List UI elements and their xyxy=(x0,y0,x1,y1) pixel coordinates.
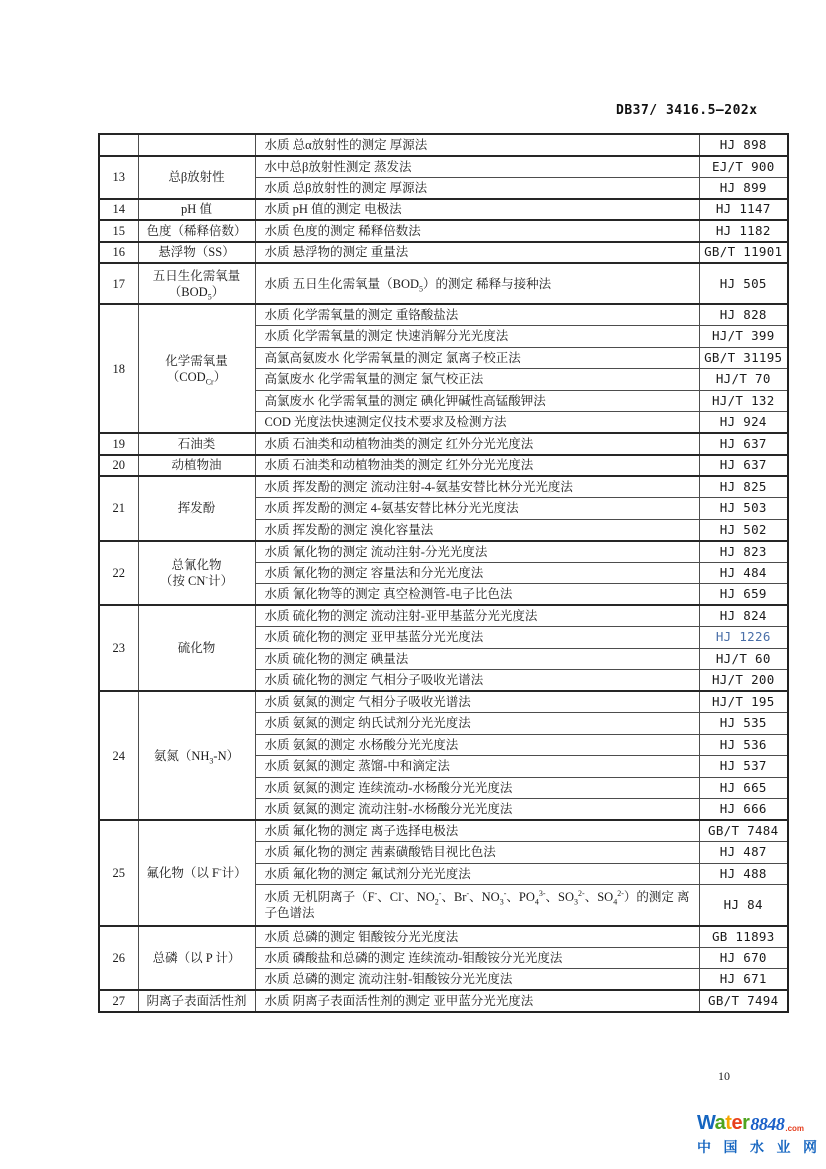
method-cell: 水质 挥发酚的测定 流动注射-4-氨基安替比林分光光度法 xyxy=(255,476,699,498)
logo-tagline-char: 业 xyxy=(776,1139,791,1155)
method-cell: 水质 总磷的测定 流动注射-钼酸铵分光光度法 xyxy=(255,969,699,991)
row-number-cell: 20 xyxy=(99,455,138,477)
method-cell: 水质 总磷的测定 钼酸铵分光光度法 xyxy=(255,926,699,948)
method-cell: 水质 色度的测定 稀释倍数法 xyxy=(255,220,699,242)
method-cell: 水质 总β放射性的测定 厚源法 xyxy=(255,177,699,199)
standard-number-cell: HJ 825 xyxy=(699,476,788,498)
method-cell: 水质 石油类和动植物油类的测定 红外分光光度法 xyxy=(255,433,699,455)
row-number-cell: 27 xyxy=(99,990,138,1012)
table-row xyxy=(99,476,788,498)
standard-number-cell: GB/T 7494 xyxy=(699,990,788,1012)
standard-number-cell: HJ 537 xyxy=(699,756,788,778)
standard-number-cell: HJ 487 xyxy=(699,842,788,864)
method-cell: 水中总β放射性测定 蒸发法 xyxy=(255,156,699,178)
standard-number-cell: HJ/T 195 xyxy=(699,691,788,713)
table-row xyxy=(99,433,788,455)
logo-tagline-char: 中 xyxy=(697,1139,711,1155)
table-row xyxy=(99,304,788,326)
row-number-cell: 19 xyxy=(99,433,138,455)
table-row xyxy=(99,242,788,264)
logo-letter: W xyxy=(697,1112,715,1134)
method-cell: 水质 氟化物的测定 氟试剂分光光度法 xyxy=(255,863,699,885)
logo-wordmark xyxy=(697,1112,817,1135)
item-name-cell: 五日生化需氧量 $(BOD_5)$ xyxy=(138,263,255,304)
standard-number-cell: HJ 502 xyxy=(699,519,788,541)
method-cell: 水质 氨氮的测定 气相分子吸收光谱法 xyxy=(255,691,699,713)
row-number-cell: 17 xyxy=(99,263,138,304)
logo-letter: r xyxy=(742,1112,750,1134)
standard-number-cell: HJ 924 xyxy=(699,412,788,434)
logo-tagline-char: 水 xyxy=(750,1139,764,1155)
standard-number-cell: HJ 488 xyxy=(699,863,788,885)
row-number-cell: 16 xyxy=(99,242,138,264)
standard-number-cell: HJ 665 xyxy=(699,777,788,799)
methods-table-body xyxy=(99,134,788,1012)
standard-number-cell: HJ 1226 xyxy=(699,627,788,649)
standard-number-cell: EJ/T 900 xyxy=(699,156,788,178)
standard-number-cell: HJ/T 399 xyxy=(699,326,788,348)
method-cell: 水质 氟化物的测定 茜素磺酸锆目视比色法 xyxy=(255,842,699,864)
item-name-cell xyxy=(138,134,255,156)
row-number-cell: 22 xyxy=(99,541,138,606)
standard-number-cell: HJ/T 70 xyxy=(699,369,788,391)
standard-number-cell: GB/T 31195 xyxy=(699,347,788,369)
method-cell: 水质 氨氮的测定 流动注射-水杨酸分光光度法 xyxy=(255,799,699,821)
method-cell: 水质 挥发酚的测定 4-氨基安替比林分光光度法 xyxy=(255,498,699,520)
standard-number-cell: HJ 505 xyxy=(699,263,788,304)
method-cell: 水质 氟化物的测定 离子选择电极法 xyxy=(255,820,699,842)
method-cell: 水质 硫化物的测定 流动注射-亚甲基蓝分光光度法 xyxy=(255,605,699,627)
item-name-cell: 化学需氧量 $(COD_{Cr})$ xyxy=(138,304,255,433)
table-row xyxy=(99,605,788,627)
method-cell: 高氯废水 化学需氧量的测定 氯气校正法 xyxy=(255,369,699,391)
row-number-cell: 21 xyxy=(99,476,138,541)
standard-number-cell: HJ 898 xyxy=(699,134,788,156)
method-cell: 水质 氨氮的测定 连续流动-水杨酸分光光度法 xyxy=(255,777,699,799)
standard-number-cell: HJ 666 xyxy=(699,799,788,821)
standard-number-cell: HJ 1182 xyxy=(699,220,788,242)
item-name-cell: 动植物油 xyxy=(138,455,255,477)
method-cell: 水质 挥发酚的测定 溴化容量法 xyxy=(255,519,699,541)
method-cell: 水质 氨氮的测定 水杨酸分光光度法 xyxy=(255,734,699,756)
table-row xyxy=(99,541,788,563)
table-row xyxy=(99,820,788,842)
logo-com-suffix: .com xyxy=(785,1124,805,1133)
item-name-cell: 氟化物（以 F-计） xyxy=(138,820,255,926)
table-row xyxy=(99,134,788,156)
standard-number-cell: HJ 670 xyxy=(699,947,788,969)
doc-number: DB37/ 3416.5—202x xyxy=(616,103,758,118)
method-cell: 水质 阴离子表面活性剂的测定 亚甲蓝分光光度法 xyxy=(255,990,699,1012)
method-cell: 水质 氨氮的测定 蒸馏-中和滴定法 xyxy=(255,756,699,778)
standard-number-cell: HJ 637 xyxy=(699,433,788,455)
method-cell: 水质 磷酸盐和总磷的测定 连续流动-钼酸铵分光光度法 xyxy=(255,947,699,969)
method-cell: 水质 无机阴离子（F-、Cl-、$NO_2^-$、Br-、$NO_3^-$、$PO_4^{3-}$、$SO_3^{2-}$、$SO_4^{2-}$）的测定 离子色谱法 xyxy=(255,885,699,926)
method-cell: 水质 化学需氧量的测定 重铬酸盐法 xyxy=(255,304,699,326)
standard-number-cell: HJ/T 200 xyxy=(699,670,788,692)
table-row xyxy=(99,263,788,304)
standard-number-cell: HJ 484 xyxy=(699,562,788,584)
method-cell: 水质 pH 值的测定 电极法 xyxy=(255,199,699,221)
methods-table xyxy=(98,133,789,1013)
method-cell: 水质 石油类和动植物油类的测定 红外分光光度法 xyxy=(255,455,699,477)
item-name-cell: 阴离子表面活性剂 xyxy=(138,990,255,1012)
row-number-cell: 15 xyxy=(99,220,138,242)
table-row xyxy=(99,691,788,713)
item-name-cell: 挥发酚 xyxy=(138,476,255,541)
method-cell: 水质 总α放射性的测定 厚源法 xyxy=(255,134,699,156)
row-number-cell xyxy=(99,134,138,156)
table-row xyxy=(99,156,788,178)
standard-number-cell: HJ/T 132 xyxy=(699,390,788,412)
item-name-cell: pH 值 xyxy=(138,199,255,221)
standard-number-cell: HJ 899 xyxy=(699,177,788,199)
standard-number-cell: GB/T 11901 xyxy=(699,242,788,264)
method-cell: 高氯高氨废水 化学需氧量的测定 氯离子校正法 xyxy=(255,347,699,369)
logo-letter: a xyxy=(714,1112,726,1134)
row-number-cell: 18 xyxy=(99,304,138,433)
standard-number-cell: HJ 535 xyxy=(699,713,788,735)
item-name-cell: 悬浮物（SS） xyxy=(138,242,255,264)
methods-table-wrap xyxy=(98,133,787,1013)
method-cell: 水质 氰化物的测定 容量法和分光光度法 xyxy=(255,562,699,584)
logo-letter: e xyxy=(731,1112,743,1134)
item-name-cell: 总氰化物 （按 CN-计） xyxy=(138,541,255,606)
item-name-cell: 氨氮$(NH_3-N)$ xyxy=(138,691,255,820)
method-cell: 水质 氰化物等的测定 真空检测管-电子比色法 xyxy=(255,584,699,606)
method-cell: 水质 氰化物的测定 流动注射-分光光度法 xyxy=(255,541,699,563)
standard-number-cell: HJ 828 xyxy=(699,304,788,326)
logo-tagline xyxy=(697,1137,817,1157)
water8848-logo xyxy=(697,1112,817,1157)
page-number: 10 xyxy=(718,1069,730,1083)
method-cell: 水质 化学需氧量的测定 快速消解分光光度法 xyxy=(255,326,699,348)
item-name-cell: 总磷（以 P 计） xyxy=(138,926,255,991)
row-number-cell: 13 xyxy=(99,156,138,199)
logo-letter: t xyxy=(725,1112,732,1134)
logo-number: 8848 xyxy=(750,1114,785,1134)
standard-number-cell: HJ 503 xyxy=(699,498,788,520)
standard-number-cell: GB 11893 xyxy=(699,926,788,948)
table-row xyxy=(99,199,788,221)
item-name-cell: 总β放射性 xyxy=(138,156,255,199)
method-cell: 水质 硫化物的测定 碘量法 xyxy=(255,648,699,670)
row-number-cell: 24 xyxy=(99,691,138,820)
standard-number-cell: HJ/T 60 xyxy=(699,648,788,670)
item-name-cell: 硫化物 xyxy=(138,605,255,691)
standard-number-cell: HJ 824 xyxy=(699,605,788,627)
logo-tagline-char: 国 xyxy=(723,1139,738,1155)
method-cell: 高氯废水 化学需氧量的测定 碘化钾碱性高锰酸钾法 xyxy=(255,390,699,412)
method-cell: 水质 氨氮的测定 纳氏试剂分光光度法 xyxy=(255,713,699,735)
method-cell: COD 光度法快速测定仪技术要求及检测方法 xyxy=(255,412,699,434)
table-row xyxy=(99,455,788,477)
method-cell: 水质 悬浮物的测定 重量法 xyxy=(255,242,699,264)
method-cell: 水质 五日生化需氧量$(BOD_5)$的测定 稀释与接种法 xyxy=(255,263,699,304)
row-number-cell: 14 xyxy=(99,199,138,221)
table-row xyxy=(99,926,788,948)
standard-number-cell: HJ 536 xyxy=(699,734,788,756)
standard-number-cell: HJ 637 xyxy=(699,455,788,477)
standard-number-cell: HJ 659 xyxy=(699,584,788,606)
table-row xyxy=(99,220,788,242)
row-number-cell: 26 xyxy=(99,926,138,991)
row-number-cell: 25 xyxy=(99,820,138,926)
table-row xyxy=(99,990,788,1012)
method-cell: 水质 硫化物的测定 亚甲基蓝分光光度法 xyxy=(255,627,699,649)
item-name-cell: 色度（稀释倍数） xyxy=(138,220,255,242)
logo-tagline-char: 网 xyxy=(803,1139,817,1155)
standard-number-cell: HJ 84 xyxy=(699,885,788,926)
standard-number-cell: HJ 823 xyxy=(699,541,788,563)
standard-number-cell: HJ 671 xyxy=(699,969,788,991)
standard-number-cell: HJ 1147 xyxy=(699,199,788,221)
standard-number-cell: GB/T 7484 xyxy=(699,820,788,842)
logo-water-letters xyxy=(697,1112,749,1135)
method-cell: 水质 硫化物的测定 气相分子吸收光谱法 xyxy=(255,670,699,692)
item-name-cell: 石油类 xyxy=(138,433,255,455)
row-number-cell: 23 xyxy=(99,605,138,691)
